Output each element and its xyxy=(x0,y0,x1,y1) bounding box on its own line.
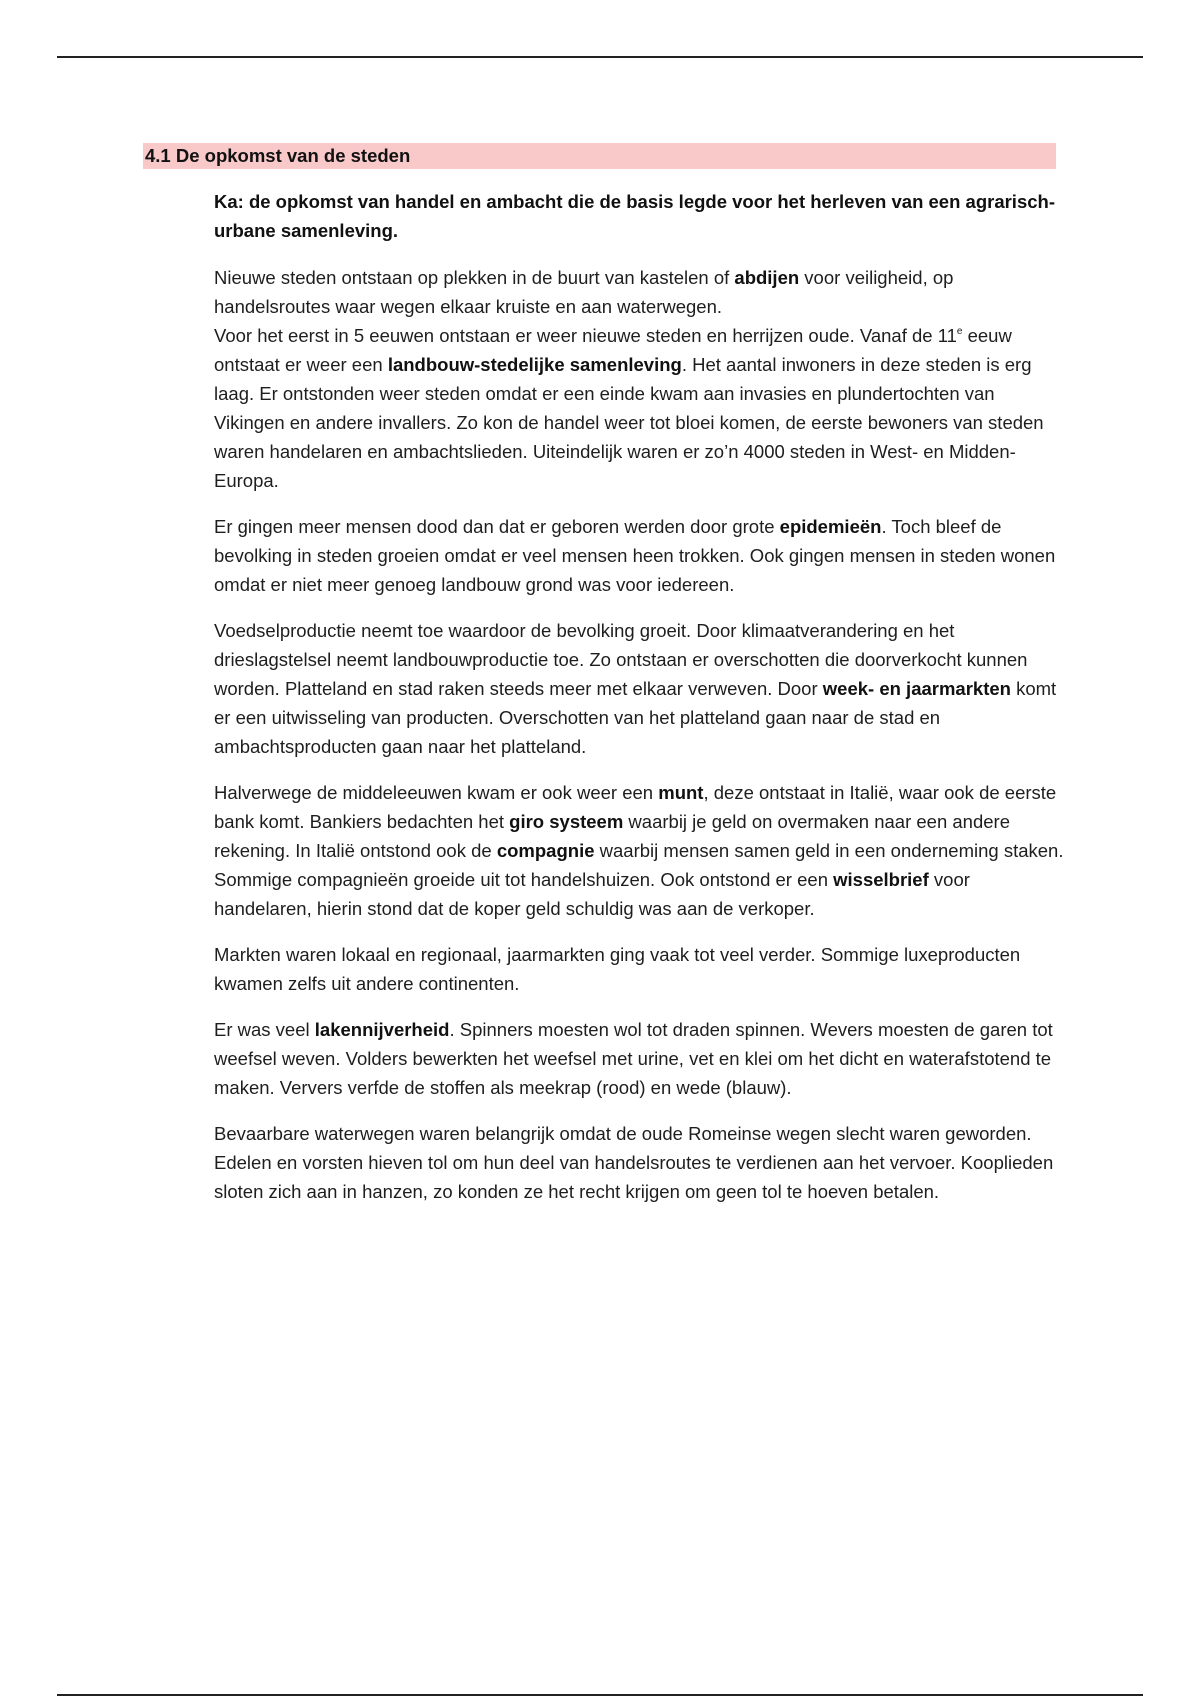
term-wisselbrief: wisselbrief xyxy=(833,869,929,890)
term-abdijen: abdijen xyxy=(734,267,800,288)
paragraph-new-cities: Nieuwe steden ontstaan op plekken in de buurt van kastelen of abdijen voor veiligheid, op handelsroutes waar wegen elkaar kruiste en aan waterwegen. xyxy=(214,267,954,317)
paragraph-waterways: Bevaarbare waterwegen waren belangrijk omdat de oude Romeinse wegen slecht waren geworden. Edelen en vorsten hieven tol om hun deel van handelsroutes te verdienen aan het vervoer. Kooplieden sloten zich aan in hanzen, zo konden ze het recht krijgen om geen tol te hoeven betalen. xyxy=(214,1123,1054,1202)
term-lakennijverheid: lakennijverheid xyxy=(314,1019,450,1040)
term-landbouw-stedelijke-samenleving: landbouw-stedelijke samenleving xyxy=(387,354,682,375)
paragraph-first-cities: Voor het eerst in 5 eeuwen ontstaan er weer nieuwe steden en herrijzen oude. Vanaf de 11e eeuw ontstaat er weer een landbouw-stedelijke samenleving. Het aantal inwoners in deze steden is erg laag. Er ontstonden weer steden omdat er een einde kwam aan invasies en plundertochten van Vikingen en andere invallers. Zo kon de handel weer tot bloei komen, de eerste bewoners van steden waren handelaren en ambachtslieden. Uiteindelijk waren er zo’n 4000 steden in West- en Midden-Europa. xyxy=(214,325,1044,491)
key-question: Ka: de opkomst van handel en ambacht die de basis legde voor het herleven van een agrarisch-urbane samenleving. xyxy=(214,191,1055,241)
section-heading: 4.1 De opkomst van de steden xyxy=(143,143,1056,169)
paragraph-food-production: Voedselproductie neemt toe waardoor de bevolking groeit. Door klimaatverandering en het drieslagstelsel neemt landbouwproductie toe. Zo ontstaan er overschotten die doorverkocht kunnen worden. Platteland en stad raken steeds meer met elkaar verweven. Door week- en jaarmarkten komt er een uitwisseling van producten. Overschotten van het platteland gaan naar de stad en ambachtsproducten gaan naar het platteland. xyxy=(214,620,1057,757)
top-rule xyxy=(57,56,1143,58)
term-giro-systeem: giro systeem xyxy=(509,811,624,832)
term-munt: munt xyxy=(658,782,704,803)
paragraph-markets: Markten waren lokaal en regionaal, jaarmarkten ging vaak tot veel verder. Sommige luxeproducten kwamen zelfs uit andere continenten. xyxy=(214,944,1021,994)
paragraph-cloth-industry: Er was veel lakennijverheid. Spinners moesten wol tot draden spinnen. Wevers moesten de garen tot weefsel weven. Volders bewerkten het weefsel met urine, vet en klei om het dicht en waterafstotend te maken. Ververs verfde de stoffen als meekrap (rood) en wede (blauw). xyxy=(214,1019,1053,1098)
document-body xyxy=(214,187,1066,1223)
term-week-en-jaarmarkten: week- en jaarmarkten xyxy=(822,678,1011,699)
paragraph-money-banking: Halverwege de middeleeuwen kwam er ook weer een munt, deze ontstaat in Italië, waar ook de eerste bank komt. Bankiers bedachten het giro systeem waarbij je geld on overmaken naar een andere rekening. In Italië ontstond ook de compagnie waarbij mensen samen geld in een onderneming staken. Sommige compagnieën groeide uit tot handelshuizen. Ook ontstond er een wisselbrief voor handelaren, hierin stond dat de koper geld schuldig was aan de verkoper. xyxy=(214,782,1064,919)
bottom-rule xyxy=(57,1694,1143,1696)
paragraph-epidemics: Er gingen meer mensen dood dan dat er geboren werden door grote epidemieën. Toch bleef de bevolking in steden groeien omdat er veel mensen heen trokken. Ook gingen mensen in steden wonen omdat er niet meer genoeg landbouw grond was voor iedereen. xyxy=(214,516,1056,595)
term-compagnie: compagnie xyxy=(496,840,595,861)
term-epidemieen: epidemieën xyxy=(779,516,882,537)
